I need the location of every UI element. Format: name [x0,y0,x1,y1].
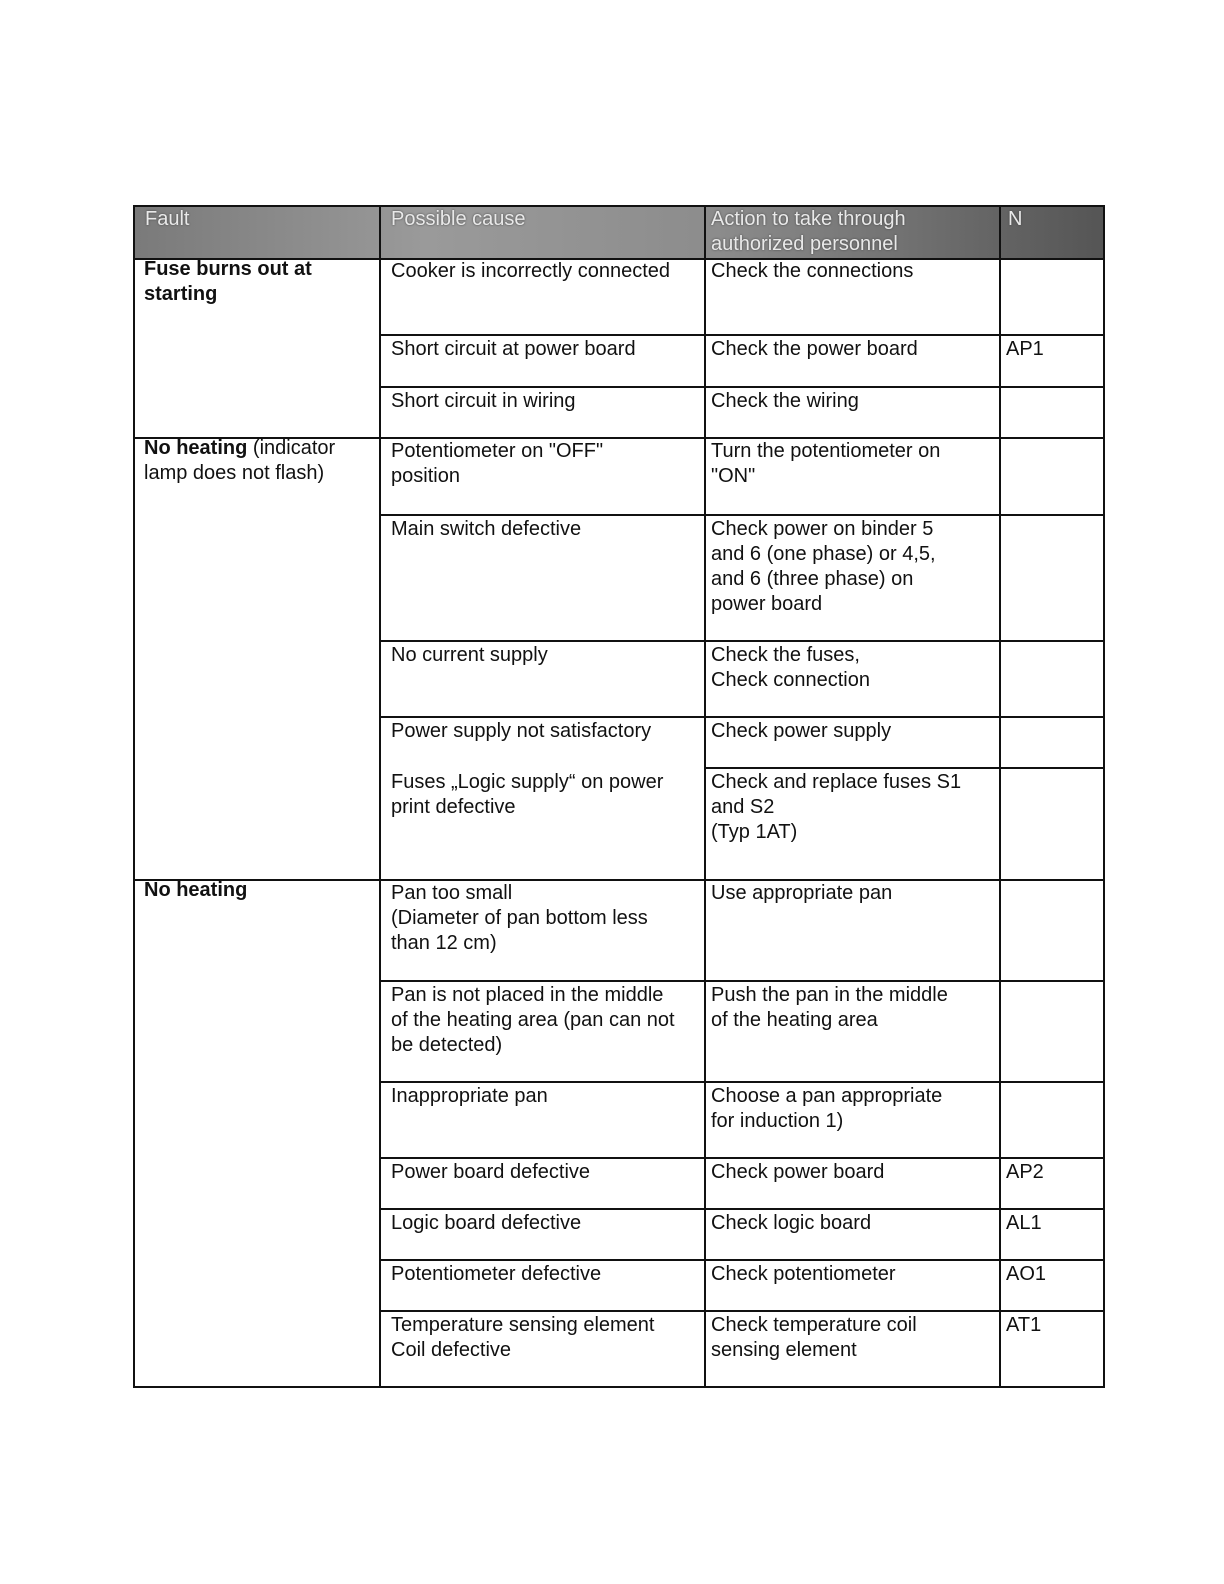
action-cell-line: Choose a pan appropriate [711,1085,943,1107]
row-divider [379,514,1103,516]
row-divider [379,1157,1103,1159]
cause-cell-line: Main switch defective [391,518,582,540]
row-divider [379,1310,1103,1312]
action-cell-line: Check the connections [711,260,914,282]
header-action-line1: Action to take through [711,208,906,230]
cause-cell [391,517,581,542]
action-cell-line: Check power supply [711,720,892,742]
cause-cell-line: Fuses „Logic supply“ on power [391,771,664,793]
table-header [135,207,1103,260]
action-cell-line: Check power on binder 5 [711,518,934,540]
row-divider [379,334,1103,336]
cause-cell-line: Logic board defective [391,1212,582,1234]
fault-label: No heating [144,879,248,901]
troubleshooting-table [133,205,1105,1388]
cause-cell [391,1313,654,1363]
cause-cell-line: No current supply [391,644,548,666]
cause-cell [391,881,648,956]
action-cell-line: and 6 (one phase) or 4,5, [711,543,936,565]
cause-cell-line: Temperature sensing element [391,1314,655,1336]
fault-label [144,436,369,486]
cause-cell [391,719,651,744]
cause-cell [391,1160,590,1185]
cause-cell [391,439,603,489]
cause-cell [391,983,675,1058]
action-cell [711,983,948,1033]
action-cell-line: of the heating area [711,1009,878,1031]
action-cell-line: Check the power board [711,338,918,360]
cause-cell [391,643,548,668]
header-action-line2: authorized personnel [711,233,898,255]
cause-cell [391,389,576,414]
cause-cell-line: Short circuit in wiring [391,390,576,412]
action-cell-line: and S2 [711,796,775,818]
action-cell [711,770,961,845]
reference-code: AO1 [1006,1263,1047,1285]
action-cell-line: Check and replace fuses S1 [711,771,962,793]
cause-cell [391,337,636,362]
cause-cell [391,1262,601,1287]
fault-label-note: (indicator lamp does not flash) [144,437,336,484]
action-cell [711,259,913,284]
cause-cell [391,770,663,820]
cause-cell [391,1211,581,1236]
row-divider [379,716,1103,718]
action-cell [711,719,891,744]
cause-cell-line: of the heating area (pan can not [391,1009,675,1031]
row-divider [704,767,1103,769]
reference-code: AP1 [1006,338,1044,360]
row-divider [379,1259,1103,1261]
action-cell [711,1313,917,1363]
header-cause: Possible cause [391,208,526,230]
action-cell-line: sensing element [711,1339,857,1361]
cause-cell [391,1084,548,1109]
cause-cell-line: position [391,465,460,487]
cause-cell-line: than 12 cm) [391,932,497,954]
header-fault: Fault [145,208,190,230]
action-cell-line: Check the wiring [711,390,859,412]
action-cell-line: Check connection [711,669,870,691]
action-cell [711,389,859,414]
action-cell [711,881,892,906]
cause-cell-line: print defective [391,796,516,818]
action-cell-line: Check power board [711,1161,885,1183]
row-divider [379,640,1103,642]
action-cell-line: power board [711,593,823,615]
action-cell [711,643,870,693]
action-cell-line: Turn the potentiometer on [711,440,941,462]
action-cell [711,1084,942,1134]
fault-label: Fuse burns out at starting [144,258,312,305]
cause-cell-line: (Diameter of pan bottom less [391,907,648,929]
fault-label-bold: No heating [144,437,248,459]
cause-cell-line: Inappropriate pan [391,1085,548,1107]
reference-code: AL1 [1006,1212,1042,1234]
action-cell-line: Use appropriate pan [711,882,893,904]
action-cell [711,1262,896,1287]
action-cell [711,1211,871,1236]
cause-cell [391,259,670,284]
action-cell-line: Check temperature coil [711,1314,917,1336]
action-cell-line: Check logic board [711,1212,872,1234]
cause-cell-line: Short circuit at power board [391,338,636,360]
action-cell-line: Push the pan in the middle [711,984,948,1006]
action-cell-line: for induction 1) [711,1110,844,1132]
cause-cell-line: be detected) [391,1034,503,1056]
reference-code: AT1 [1006,1314,1042,1336]
action-cell [711,439,940,489]
row-divider [379,1208,1103,1210]
cause-cell-line: Coil defective [391,1339,512,1361]
action-cell-line: Check the fuses, [711,644,860,666]
reference-code: AP2 [1006,1161,1044,1183]
action-cell-line: Check potentiometer [711,1263,896,1285]
action-cell-line: "ON" [711,465,756,487]
cause-cell-line: Potentiometer on "OFF" [391,440,604,462]
action-cell-line: and 6 (three phase) on [711,568,914,590]
cause-cell-line: Potentiometer defective [391,1263,602,1285]
action-cell [711,1160,884,1185]
action-cell [711,337,918,362]
cause-cell-line: Power supply not satisfactory [391,720,652,742]
cause-cell-line: Pan is not placed in the middle [391,984,664,1006]
header-n: N [1008,208,1023,230]
action-cell [711,517,936,617]
action-cell-line: (Typ 1AT) [711,821,798,843]
row-divider [379,980,1103,982]
cause-cell-line: Power board defective [391,1161,591,1183]
cause-cell-line: Pan too small [391,882,513,904]
row-divider [379,1081,1103,1083]
row-divider [379,386,1103,388]
cause-cell-line: Cooker is incorrectly connected [391,260,671,282]
